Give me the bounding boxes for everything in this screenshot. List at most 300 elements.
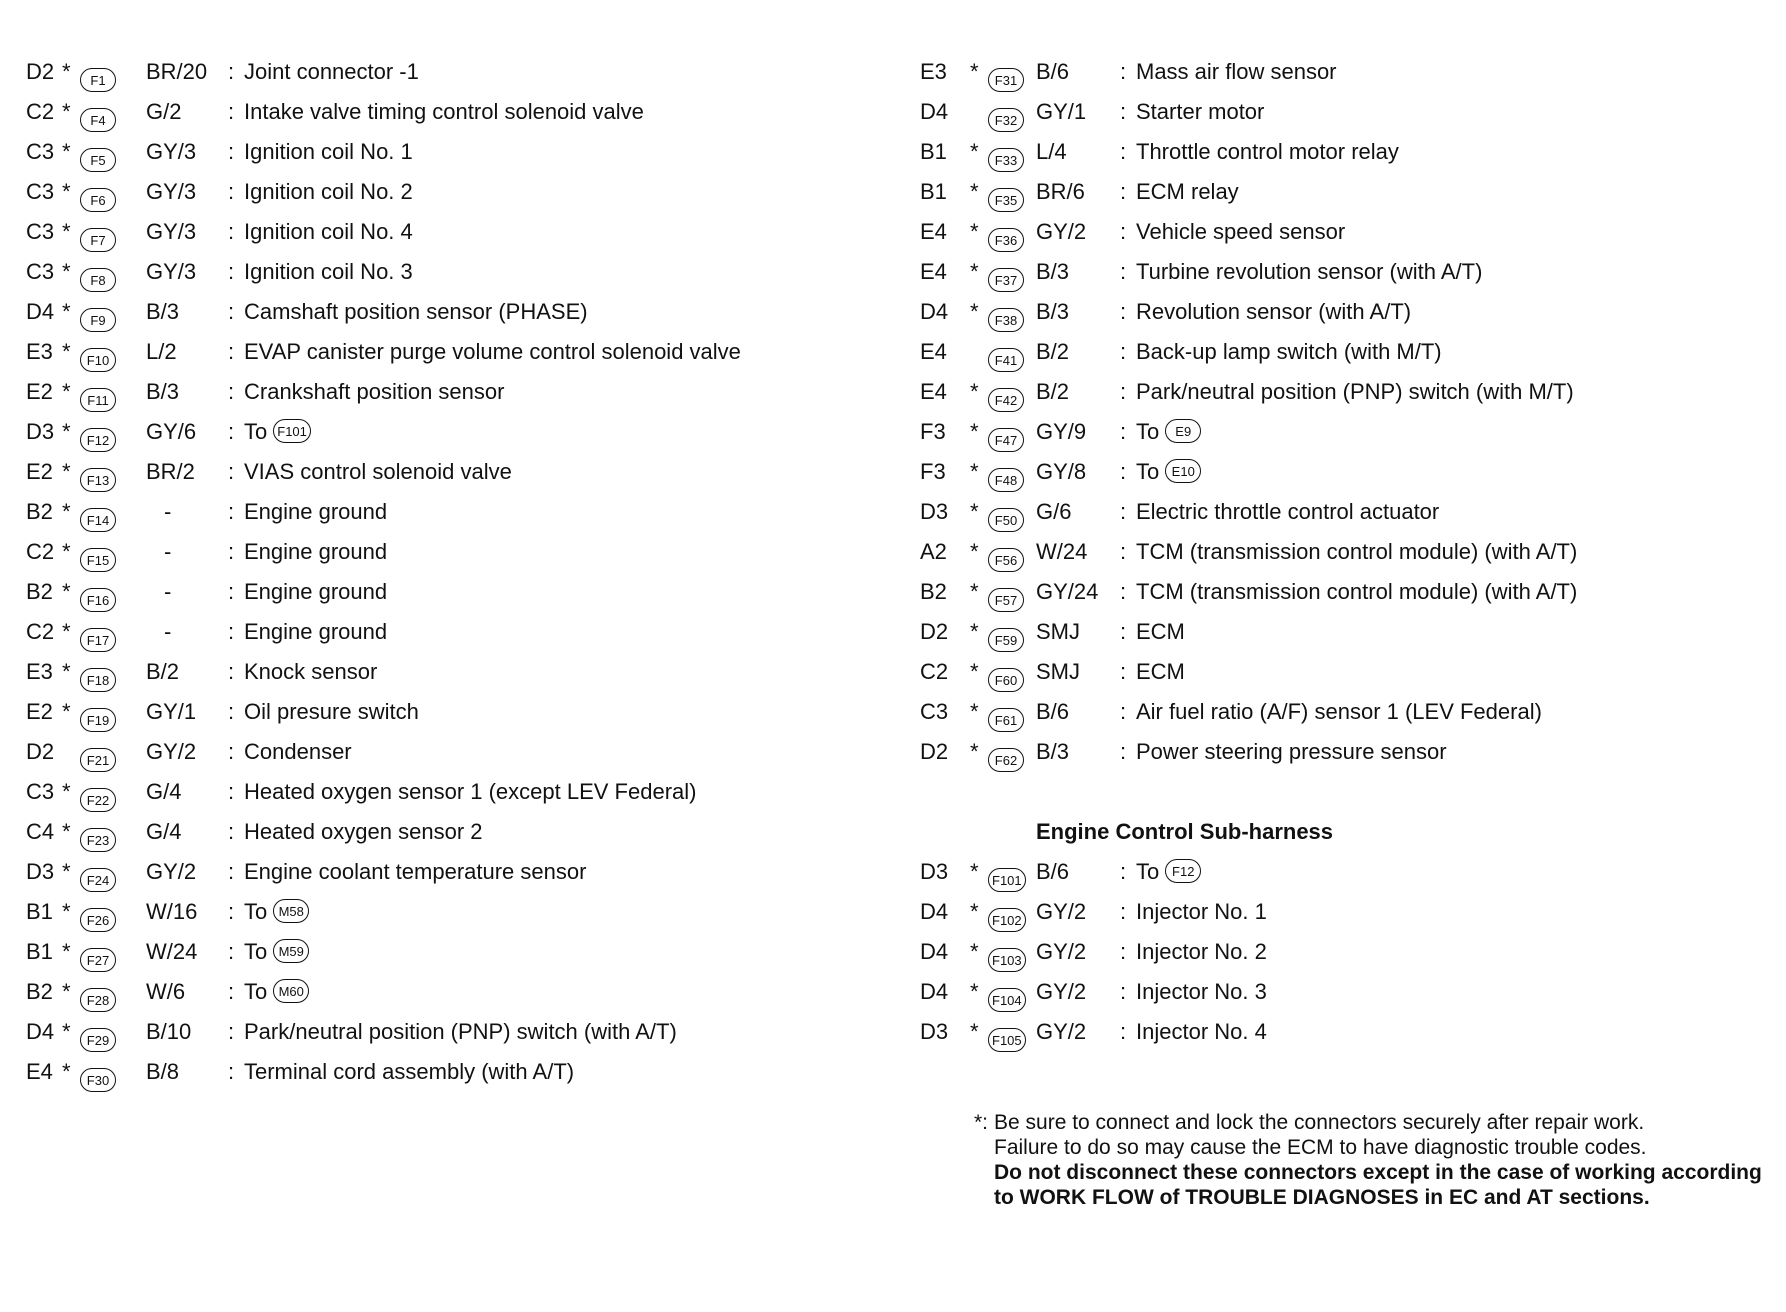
connector-description-text: Knock sensor <box>244 659 378 684</box>
connector-description <box>244 532 387 572</box>
grid-location <box>26 292 54 332</box>
wire-spec-text: BR/2 <box>146 459 195 484</box>
connector-badge-text: F50 <box>988 508 1024 532</box>
connector-description <box>244 732 352 772</box>
grid-location-text: C2 <box>26 539 55 564</box>
grid-location-text: B2 <box>26 979 53 1004</box>
lock-asterisk-text: * <box>970 259 979 284</box>
lock-asterisk <box>970 612 979 652</box>
grid-location <box>26 932 53 972</box>
lock-asterisk <box>62 452 71 492</box>
connector-badge-text: F13 <box>80 468 116 492</box>
connector-description <box>244 132 413 172</box>
sub-harness-list <box>920 852 1780 1052</box>
separator-colon: : <box>228 659 235 684</box>
grid-location <box>26 172 54 212</box>
wire-spec-text: G/4 <box>146 779 182 804</box>
wire-spec-text: GY/2 <box>1036 939 1087 964</box>
grid-location <box>920 932 948 972</box>
connector-description-text: Engine coolant temperature sensor <box>244 859 587 884</box>
wire-spec <box>1036 892 1086 932</box>
grid-location-text: D3 <box>920 859 949 884</box>
separator-colon: : <box>228 499 235 524</box>
connector-description-text: Starter motor <box>1136 99 1265 124</box>
connector-badge-text: F4 <box>80 108 116 132</box>
connector-description <box>244 612 387 652</box>
separator-colon: : <box>1120 59 1127 84</box>
wire-spec-text: - <box>164 499 172 524</box>
separator-colon: : <box>1120 179 1127 204</box>
separator-colon: : <box>1120 939 1127 964</box>
wire-spec-text: G/2 <box>146 99 182 124</box>
grid-location <box>26 372 53 412</box>
wire-spec-text: SMJ <box>1036 659 1080 684</box>
connector-description-text: Back-up lamp switch (with M/T) <box>1136 339 1442 364</box>
wire-spec-text: W/6 <box>146 979 186 1004</box>
connector-row <box>26 252 886 292</box>
lock-asterisk <box>62 412 71 452</box>
connector-description-text: Intake valve timing control solenoid valve <box>244 99 644 124</box>
grid-location-text: D4 <box>920 899 949 924</box>
connector-badge-text: F41 <box>988 348 1024 372</box>
grid-location <box>26 572 53 612</box>
connector-row <box>920 372 1780 412</box>
wire-spec <box>1036 172 1085 212</box>
grid-location-text: D4 <box>26 1019 55 1044</box>
connector-badge-text: F36 <box>988 228 1024 252</box>
connector-description-text: Ignition coil No. 2 <box>244 179 413 204</box>
separator-colon: : <box>228 1019 235 1044</box>
separator-colon: : <box>228 619 235 644</box>
wire-spec-text: GY/24 <box>1036 579 1099 604</box>
lock-asterisk <box>970 52 979 92</box>
connector-row <box>920 932 1780 972</box>
connector-description-text: TCM (transmission control module) (with A/T) <box>1136 579 1578 604</box>
connector-badge-text: F22 <box>80 788 116 812</box>
lock-asterisk-text: * <box>970 539 979 564</box>
grid-location-text: B1 <box>920 139 947 164</box>
grid-location <box>920 292 948 332</box>
connector-row <box>920 652 1780 692</box>
lock-asterisk <box>62 572 71 612</box>
lock-asterisk <box>62 692 71 732</box>
grid-location-text: B2 <box>920 579 947 604</box>
connector-row <box>26 1012 886 1052</box>
connector-description-text: ECM <box>1136 619 1185 644</box>
grid-location <box>26 1052 53 1092</box>
connector-badge-text: F9 <box>80 308 116 332</box>
wire-spec <box>1036 732 1069 772</box>
wire-spec-text: GY/2 <box>1036 219 1087 244</box>
connector-description <box>244 1052 574 1092</box>
lock-asterisk <box>62 812 71 852</box>
connector-number-badge <box>988 1019 1026 1059</box>
wire-spec-text: B/8 <box>146 1059 180 1084</box>
wire-spec-text: - <box>164 539 172 564</box>
connector-row <box>26 292 886 332</box>
lock-asterisk-text: * <box>62 819 71 844</box>
connector-row <box>920 572 1780 612</box>
connector-badge-text: F24 <box>80 868 116 892</box>
lock-asterisk-text: * <box>62 179 71 204</box>
connector-badge-text: F60 <box>988 668 1024 692</box>
connector-description-text: To <box>1136 459 1160 484</box>
separator-colon: : <box>228 579 235 604</box>
wire-spec-text: GY/2 <box>1036 979 1087 1004</box>
lock-asterisk <box>970 892 979 932</box>
target-connector-badge: M59 <box>273 939 309 963</box>
connector-row <box>920 92 1780 132</box>
connector-row <box>26 532 886 572</box>
grid-location <box>26 412 54 452</box>
connector-badge-text: F1 <box>80 68 116 92</box>
grid-location <box>26 852 54 892</box>
connector-description-text: To <box>244 939 268 964</box>
connector-badge-text: F7 <box>80 228 116 252</box>
connector-description-text: Joint connector -1 <box>244 59 419 84</box>
lock-asterisk-text: * <box>970 299 979 324</box>
connector-badge-text: F30 <box>80 1068 116 1092</box>
connector-description-text: Engine ground <box>244 539 388 564</box>
separator-colon: : <box>1120 699 1127 724</box>
grid-location-text: D2 <box>26 739 55 764</box>
wire-spec-text: B/3 <box>1036 739 1070 764</box>
note-warning: Do not disconnect these connectors except in the case of working according to WORK FLOW of TROUBLE DIAGNOSES in EC and AT sections. <box>994 1161 1762 1209</box>
note-line-1: Be sure to connect and lock the connectors securely after repair work. <box>994 1111 1645 1134</box>
grid-location-text: C3 <box>920 699 949 724</box>
lock-asterisk <box>62 372 71 412</box>
connector-description-text: Ignition coil No. 1 <box>244 139 413 164</box>
wire-spec-text: GY/2 <box>146 859 197 884</box>
lock-asterisk-text: * <box>62 779 71 804</box>
connector-row <box>920 612 1780 652</box>
wire-spec <box>1036 612 1080 652</box>
connector-row <box>26 732 886 772</box>
separator-colon: : <box>228 339 235 364</box>
grid-location <box>26 492 53 532</box>
connector-row <box>26 652 886 692</box>
wire-spec-text: L/4 <box>1036 139 1067 164</box>
grid-location-text: D3 <box>26 859 55 884</box>
connector-description <box>244 372 504 412</box>
separator-colon: : <box>1120 339 1127 364</box>
connector-row <box>26 932 886 972</box>
left-connector-list <box>26 52 886 1092</box>
lock-asterisk-text: * <box>62 899 71 924</box>
connector-description <box>244 852 586 892</box>
wire-spec-text: GY/6 <box>146 419 197 444</box>
grid-location-text: C3 <box>26 139 55 164</box>
separator-colon: : <box>228 179 235 204</box>
separator-colon: : <box>1120 1019 1127 1044</box>
grid-location-text: E3 <box>26 659 53 684</box>
connector-row <box>920 292 1780 332</box>
lock-asterisk-text: * <box>62 459 71 484</box>
connector-description-text: Injector No. 1 <box>1136 899 1267 924</box>
section-spacer <box>920 772 1780 812</box>
connector-badge-text: F11 <box>80 388 116 412</box>
wire-spec <box>1036 652 1080 692</box>
separator-colon: : <box>1120 379 1127 404</box>
connector-badge-text: F21 <box>80 748 116 772</box>
grid-location-text: B1 <box>26 899 53 924</box>
connector-badge-text: F37 <box>988 268 1024 292</box>
connector-row <box>26 1052 886 1092</box>
lock-asterisk-text: * <box>970 459 979 484</box>
grid-location-text: C4 <box>26 819 55 844</box>
connector-row <box>26 892 886 932</box>
connector-description-text: Engine ground <box>244 579 388 604</box>
wire-spec <box>146 932 197 972</box>
grid-location <box>26 812 54 852</box>
lock-asterisk <box>62 492 71 532</box>
lock-asterisk-text: * <box>62 579 71 604</box>
connector-row <box>26 692 886 732</box>
lock-asterisk <box>970 172 979 212</box>
wire-spec <box>1036 92 1086 132</box>
grid-location-text: D4 <box>920 299 949 324</box>
separator-colon: : <box>1120 539 1127 564</box>
separator-colon: : <box>228 99 235 124</box>
wire-spec <box>146 692 196 732</box>
connector-badge-text: F14 <box>80 508 116 532</box>
wire-spec-text: B/2 <box>1036 339 1070 364</box>
wire-spec <box>146 292 179 332</box>
wire-spec-text: B/3 <box>1036 299 1070 324</box>
grid-location-text: D3 <box>920 499 949 524</box>
connector-badge-text: F105 <box>988 1028 1026 1052</box>
wire-spec-text: W/24 <box>1036 539 1088 564</box>
connector-description-text: Injector No. 4 <box>1136 1019 1267 1044</box>
wire-spec-text: GY/3 <box>146 179 197 204</box>
connector-description <box>244 812 483 852</box>
connector-description <box>1136 532 1577 572</box>
lock-asterisk <box>970 692 979 732</box>
connector-badge-text: F10 <box>80 348 116 372</box>
connector-description-text: Injector No. 3 <box>1136 979 1267 1004</box>
connector-badge-text: F33 <box>988 148 1024 172</box>
grid-location <box>920 92 948 132</box>
connector-description-text: Injector No. 2 <box>1136 939 1267 964</box>
connector-description-text: Engine ground <box>244 619 388 644</box>
grid-location-text: A2 <box>920 539 947 564</box>
connector-description-text: Vehicle speed sensor <box>1136 219 1346 244</box>
grid-location-text: C2 <box>26 99 55 124</box>
connector-description-text: Mass air flow sensor <box>1136 59 1337 84</box>
grid-location <box>26 732 54 772</box>
grid-location <box>26 132 54 172</box>
wire-spec-text: GY/1 <box>146 699 197 724</box>
connector-description <box>244 92 644 132</box>
grid-location <box>920 692 948 732</box>
connector-row <box>920 132 1780 172</box>
connector-badge-text: F15 <box>80 548 116 572</box>
lock-asterisk-text: * <box>970 739 979 764</box>
grid-location-text: F3 <box>920 419 946 444</box>
wire-spec <box>146 492 171 532</box>
connector-description <box>1136 732 1447 772</box>
separator-colon: : <box>228 739 235 764</box>
grid-location-text: E4 <box>920 219 947 244</box>
lock-asterisk <box>62 772 71 812</box>
lock-asterisk <box>62 1012 71 1052</box>
lock-asterisk-text: * <box>62 699 71 724</box>
main-harness-list <box>920 52 1780 772</box>
grid-location <box>26 1012 54 1052</box>
lock-asterisk-text: * <box>970 579 979 604</box>
lock-asterisk <box>970 212 979 252</box>
grid-location-text: F3 <box>920 459 946 484</box>
connector-description-text: VIAS control solenoid valve <box>244 459 512 484</box>
separator-colon: : <box>228 979 235 1004</box>
connector-badge-text: F16 <box>80 588 116 612</box>
separator-colon: : <box>1120 499 1127 524</box>
lock-asterisk-text: * <box>970 939 979 964</box>
wire-spec <box>1036 452 1086 492</box>
connector-description <box>1136 252 1482 292</box>
grid-location <box>26 252 54 292</box>
lock-asterisk-text: * <box>62 1059 71 1084</box>
lock-asterisk-text: * <box>970 419 979 444</box>
separator-colon: : <box>228 379 235 404</box>
connector-badge-text: F6 <box>80 188 116 212</box>
grid-location-text: C3 <box>26 259 55 284</box>
connector-badge-text: F56 <box>988 548 1024 572</box>
lock-asterisk-text: * <box>970 699 979 724</box>
wire-spec <box>146 332 177 372</box>
connector-row <box>920 452 1780 492</box>
lock-asterisk <box>970 972 979 1012</box>
separator-colon: : <box>1120 659 1127 684</box>
connector-description-text: Heated oxygen sensor 2 <box>244 819 483 844</box>
lock-asterisk-text: * <box>62 379 71 404</box>
lock-asterisk-text: * <box>970 179 979 204</box>
connector-badge-text: F61 <box>988 708 1024 732</box>
connector-description <box>244 972 309 1012</box>
connector-description <box>244 772 696 812</box>
connector-row <box>920 532 1780 572</box>
separator-colon: : <box>228 939 235 964</box>
connector-badge-text: F29 <box>80 1028 116 1052</box>
connector-description <box>244 1012 677 1052</box>
lock-asterisk-text: * <box>62 219 71 244</box>
connector-description <box>1136 932 1267 972</box>
wire-spec-text: - <box>164 619 172 644</box>
connector-number-badge <box>988 739 1024 779</box>
connector-badge-text: F101 <box>988 868 1026 892</box>
sub-harness-heading: Engine Control Sub-harness <box>1036 819 1334 844</box>
grid-location-text: B2 <box>26 579 53 604</box>
wire-spec <box>1036 692 1069 732</box>
connector-description <box>244 52 419 92</box>
connector-description-text: Terminal cord assembly (with A/T) <box>244 1059 575 1084</box>
connector-description <box>244 652 377 692</box>
connector-badge-text: F27 <box>80 948 116 972</box>
note-line-2: Failure to do so may cause the ECM to have diagnostic trouble codes. <box>994 1136 1647 1159</box>
connector-description-text: EVAP canister purge volume control solenoid valve <box>244 339 741 364</box>
wire-spec-text: B/6 <box>1036 859 1070 884</box>
connector-badge-text: F19 <box>80 708 116 732</box>
connector-description-text: Condenser <box>244 739 352 764</box>
connector-badge-text: F8 <box>80 268 116 292</box>
lock-asterisk <box>970 452 979 492</box>
wire-spec <box>146 1052 179 1092</box>
wire-spec <box>1036 332 1069 372</box>
connector-badge-text: F38 <box>988 308 1024 332</box>
separator-colon: : <box>228 59 235 84</box>
connector-description-text: Air fuel ratio (A/F) sensor 1 (LEV Federal) <box>1136 699 1542 724</box>
lock-asterisk <box>62 932 71 972</box>
note-asterisk: *: <box>974 1111 989 1134</box>
connector-description <box>244 332 741 372</box>
separator-colon: : <box>228 779 235 804</box>
lock-asterisk <box>970 652 979 692</box>
lock-asterisk-text: * <box>970 659 979 684</box>
connector-badge-text: F62 <box>988 748 1024 772</box>
wire-spec <box>1036 52 1069 92</box>
wire-spec <box>146 252 196 292</box>
connector-badge-text: F57 <box>988 588 1024 612</box>
target-connector-badge: M58 <box>273 899 309 923</box>
connector-description <box>1136 212 1345 252</box>
separator-colon: : <box>1120 739 1127 764</box>
connector-description-text: To <box>244 899 268 924</box>
connector-description-text: Electric throttle control actuator <box>1136 499 1440 524</box>
connector-description-text: ECM relay <box>1136 179 1239 204</box>
connector-description-text: To <box>1136 859 1160 884</box>
grid-location-text: E2 <box>26 459 53 484</box>
separator-colon: : <box>228 139 235 164</box>
connector-row <box>26 172 886 212</box>
grid-location-text: E4 <box>26 1059 53 1084</box>
grid-location <box>26 52 54 92</box>
connector-description-text: Throttle control motor relay <box>1136 139 1399 164</box>
connector-row <box>920 212 1780 252</box>
connector-description <box>1136 572 1577 612</box>
connector-description <box>1136 692 1542 732</box>
wire-spec-text: B/6 <box>1036 59 1070 84</box>
grid-location <box>920 572 947 612</box>
lock-asterisk <box>970 492 979 532</box>
connector-row <box>26 332 886 372</box>
right-connector-list <box>920 52 1780 1052</box>
grid-location-text: D3 <box>26 419 55 444</box>
wire-spec <box>146 612 171 652</box>
wire-spec <box>1036 852 1069 892</box>
grid-location <box>920 1012 948 1052</box>
lock-asterisk <box>62 212 71 252</box>
lock-asterisk-text: * <box>970 619 979 644</box>
wire-spec-text: GY/8 <box>1036 459 1087 484</box>
connector-description-text: Camshaft position sensor (PHASE) <box>244 299 588 324</box>
connector-description <box>244 492 387 532</box>
lock-asterisk-text: * <box>62 339 71 364</box>
separator-colon: : <box>228 899 235 924</box>
connector-badge-text: F31 <box>988 68 1024 92</box>
lock-asterisk <box>62 1052 71 1092</box>
wire-spec <box>1036 252 1069 292</box>
lock-asterisk <box>970 412 979 452</box>
lock-asterisk <box>970 292 979 332</box>
wire-spec <box>146 132 196 172</box>
separator-colon: : <box>1120 459 1127 484</box>
lock-asterisk <box>62 132 71 172</box>
connector-description <box>1136 652 1185 692</box>
wire-spec <box>1036 532 1087 572</box>
connector-description <box>1136 332 1442 372</box>
wire-spec-text: GY/2 <box>1036 1019 1087 1044</box>
connector-description-text: ECM <box>1136 659 1185 684</box>
